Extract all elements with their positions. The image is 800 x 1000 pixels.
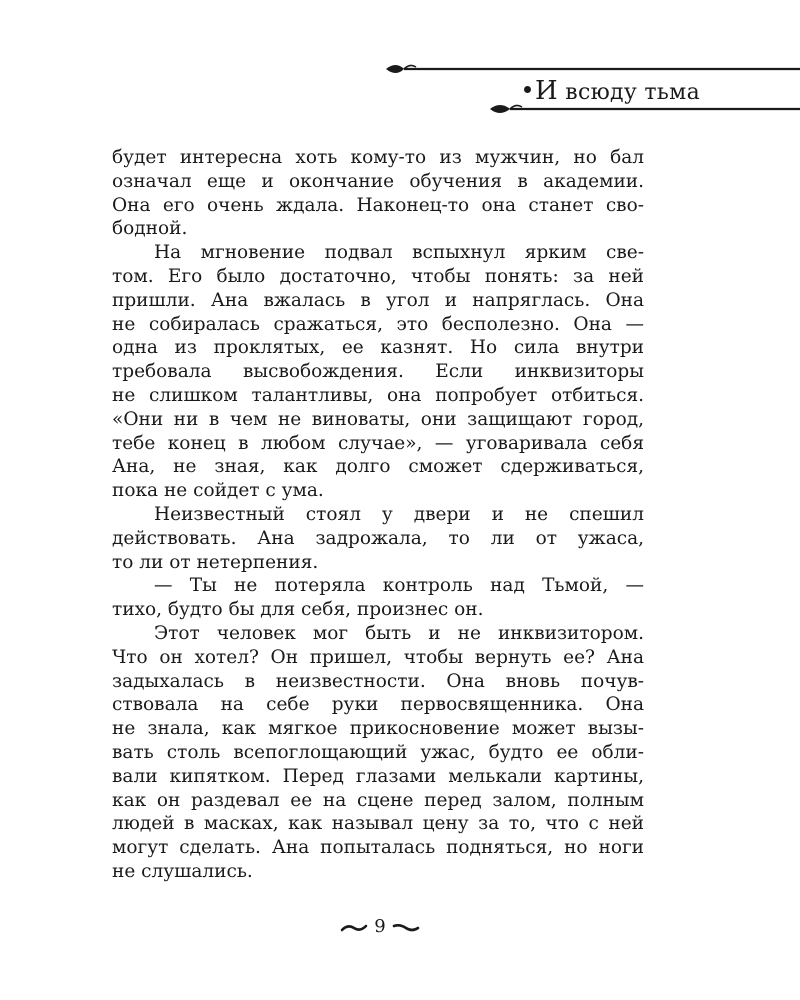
body-text [112,146,644,884]
text-line: означал еще и окончание обучения в академии. [112,170,644,192]
text-line: не слушались. [112,860,253,882]
text-line: том. Его было достаточно, чтобы понять: за ней [112,265,644,287]
text-line: то ли от нетерпения. [112,551,319,573]
text-line: не знала, как мягкое прикосновение может вызы- [112,718,644,740]
text-line: ствовала на себе руки первосвященника. Она [112,694,644,716]
text-line: пока не сойдет с ума. [112,480,324,502]
text-line: не собиралась сражаться, это бесполезно. Она — [112,313,644,335]
text-line: не слишком талантливы, она попробует отбиться. [112,384,644,406]
text-line: вать столь всепоглощающий ужас, будто ее обли- [112,741,644,763]
text-line: задыхалась в неизвестности. Она вновь почув- [112,670,644,692]
running-head-ornament [0,0,800,140]
text-line: бодной. [112,218,188,240]
text-line: На мгновение подвал вспыхнул ярким све- [154,242,644,264]
text-line: Ана, не зная, как долго сможет сдерживаться, [112,456,644,478]
text-line: людей в масках, как называл цену за то, что с ней [112,813,644,835]
text-line: Она его очень ждала. Наконец-то она станет сво- [112,194,644,216]
text-line: требовала высвобождения. Если инквизиторы [112,361,644,383]
running-head-title [535,76,700,106]
text-line: «Они ни в чем не виноваты, они защищают город, [112,408,644,430]
running-head-bullet [524,86,531,93]
text-line: Что он хотел? Он пришел, чтобы вернуть ее? Ана [112,646,644,668]
running-head [0,0,800,140]
page-folio [340,914,420,944]
text-line: действовать. Ана задрожала, то ли от ужаса, [112,527,644,549]
text-line: тебе конец в любом случае», — уговаривала себя [112,432,644,454]
text-line: вали кипятком. Перед глазами мелькали картины, [112,765,644,787]
text-line: пришли. Ана вжалась в угол и напряглась. Она [112,289,644,311]
text-line: как он раздевал ее на сцене перед залом, полным [112,789,644,811]
running-head-title-cap: И [535,76,558,106]
page-number: 9 [374,916,386,937]
text-line: — Ты не потеряла контроль над Тьмой, — [154,575,644,597]
text-line: Этот человек мог быть и не инквизитором. [154,622,644,644]
running-head-title-rest: всюду тьма [557,80,700,105]
text-line: одна из проклятых, ее казнят. Но сила внутри [112,337,644,359]
text-line: Неизвестный стоял у двери и не спешил [154,503,644,525]
text-line: тихо, будто бы для себя, произнес он. [112,599,484,621]
text-line: будет интересна хоть кому-то из мужчин, но бал [112,147,644,168]
text-line: могут сделать. Ана попыталась подняться, но ноги [112,837,644,859]
